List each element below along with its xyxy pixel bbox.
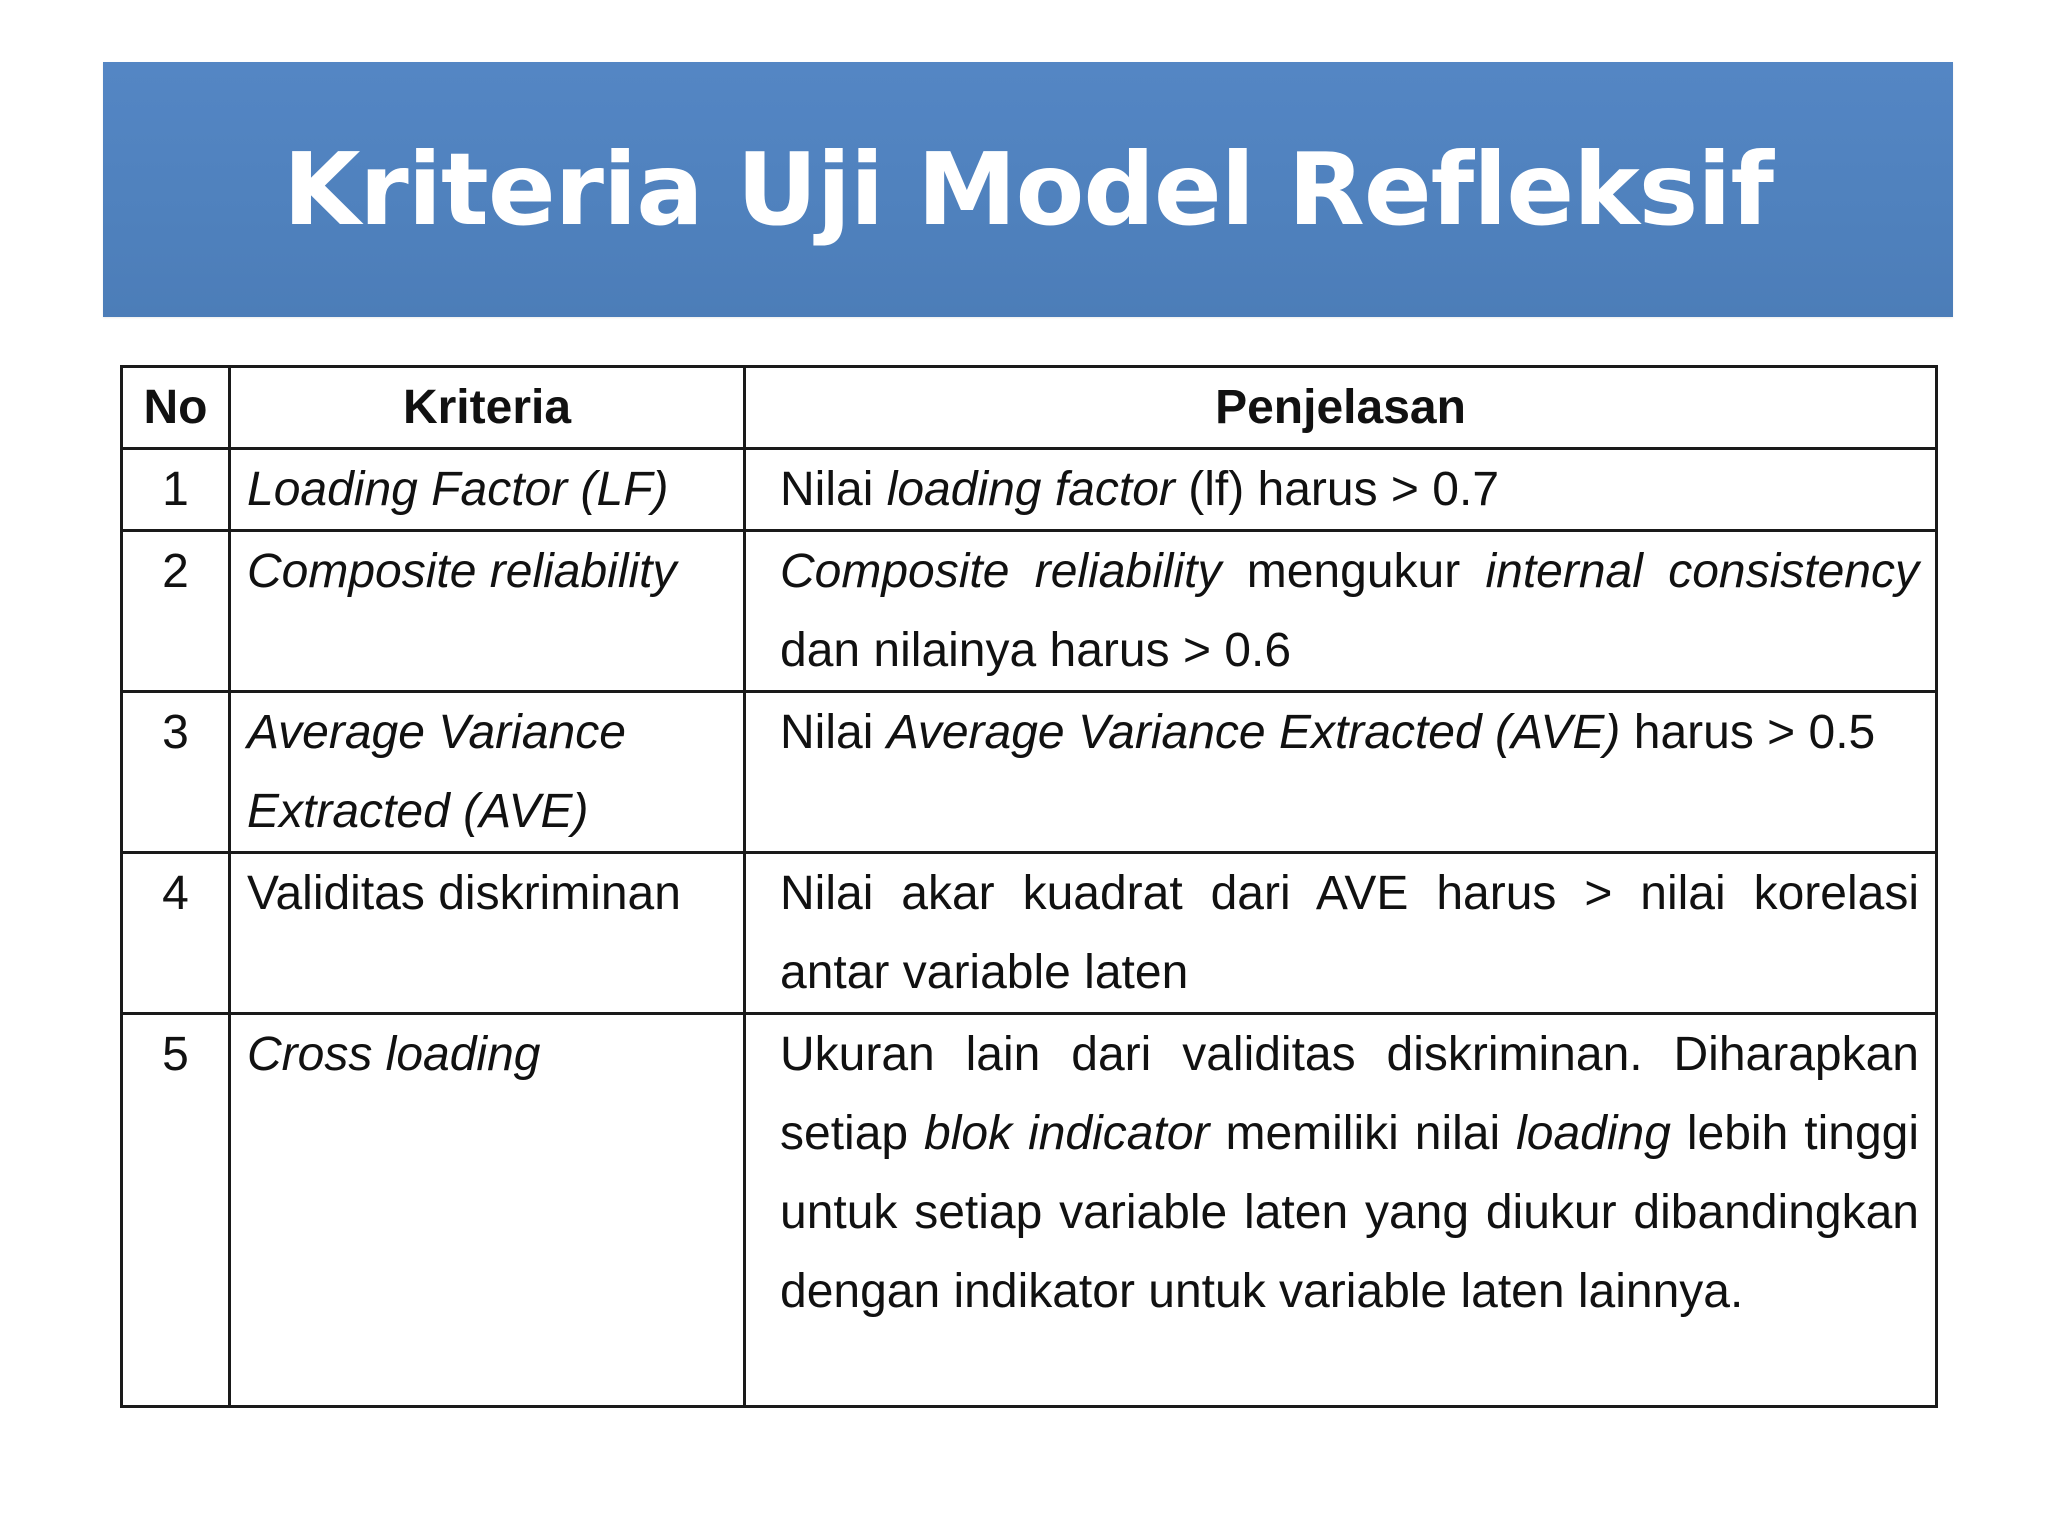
header-kriteria: Kriteria xyxy=(230,367,745,449)
table-header-row xyxy=(122,367,1937,449)
row-number: 5 xyxy=(122,1014,230,1407)
row-kriteria: Cross loading xyxy=(230,1014,745,1407)
italic-term: Average Variance Extracted (AVE) xyxy=(886,706,1621,759)
table-row xyxy=(122,531,1937,692)
table-row xyxy=(122,853,1937,1014)
row-number: 4 xyxy=(122,853,230,1014)
italic-term: loading xyxy=(1516,1107,1671,1160)
row-kriteria: Average Variance Extracted (AVE) xyxy=(230,692,745,853)
header-no: No xyxy=(122,367,230,449)
row-kriteria: Validitas diskriminan xyxy=(230,853,745,1014)
header-penjelasan: Penjelasan xyxy=(745,367,1937,449)
row-number: 3 xyxy=(122,692,230,853)
italic-term: blok indicator xyxy=(924,1107,1210,1160)
slide-title: Kriteria Uji Model Refleksif xyxy=(282,131,1774,248)
row-kriteria: Composite reliability xyxy=(230,531,745,692)
italic-term: internal consistency xyxy=(1485,545,1919,598)
table-row xyxy=(122,1014,1937,1407)
italic-term: Composite reliability xyxy=(780,545,1222,598)
row-penjelasan: Nilai Average Variance Extracted (AVE) harus > 0.5 xyxy=(745,692,1937,853)
row-kriteria: Loading Factor (LF) xyxy=(230,449,745,531)
criteria-table xyxy=(120,365,1938,1408)
row-penjelasan: Composite reliability mengukur internal consistency dan nilainya harus > 0.6 xyxy=(745,531,1937,692)
table-row xyxy=(122,692,1937,853)
row-number: 1 xyxy=(122,449,230,531)
row-penjelasan: Nilai akar kuadrat dari AVE harus > nilai korelasi antar variable laten xyxy=(745,853,1937,1014)
table-row xyxy=(122,449,1937,531)
italic-term: loading factor xyxy=(886,463,1175,516)
title-banner xyxy=(103,62,1953,317)
row-number: 2 xyxy=(122,531,230,692)
row-penjelasan: Ukuran lain dari validitas diskriminan. Diharapkan setiap blok indicator memiliki nilai loading lebih tinggi untuk setiap variable laten yang diukur dibandingkan dengan indikator untuk variable laten lainnya. xyxy=(745,1014,1937,1407)
row-penjelasan: Nilai loading factor (lf) harus > 0.7 xyxy=(745,449,1937,531)
